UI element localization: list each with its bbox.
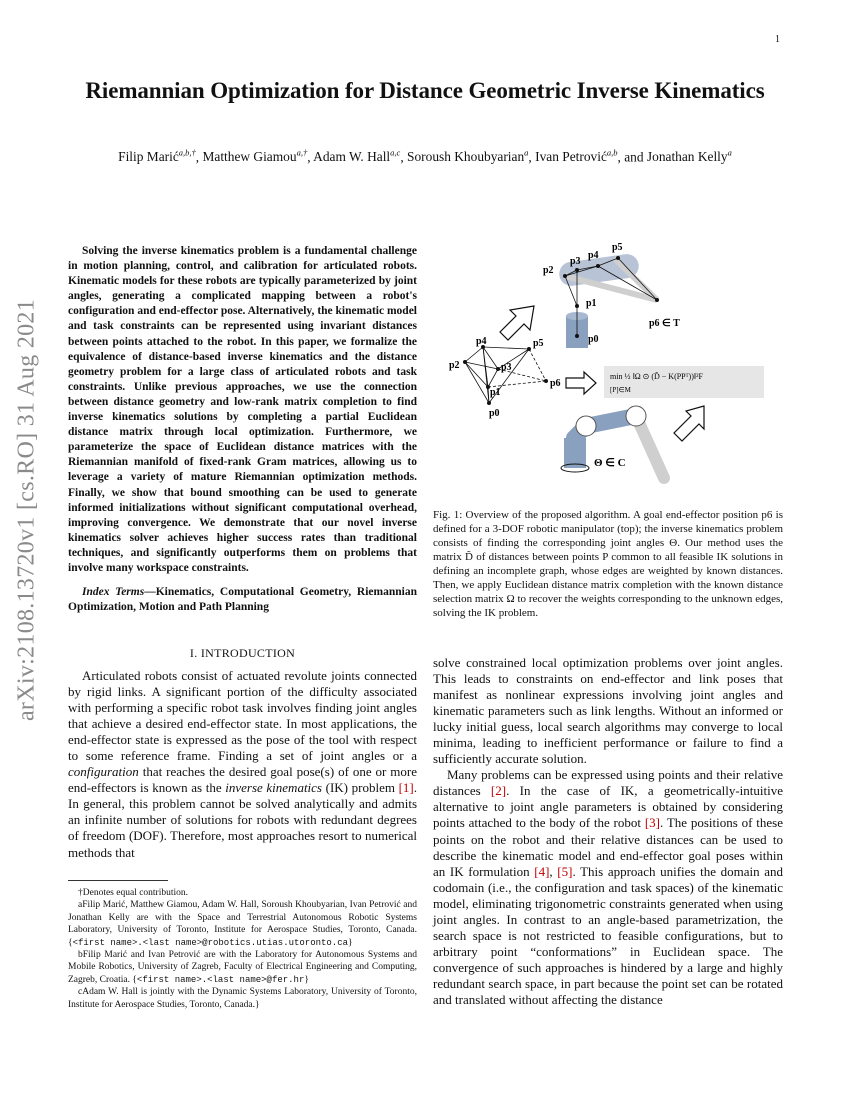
figure-caption: Fig. 1: Overview of the proposed algorithm. A goal end-effector position p6 is defined for a 3-DOF robotic manipulator (top); the inverse kinematics problem consists of finding the corresponding joint angles Θ. Our method uses the matrix D̃ of distances between points P common to all feasible IK solutions in defining an incomplete graph, whose edges are weighted by known distances. Then, we apply Euclidean distance matrix completion with the known distance selection matrix Ω to recover the weights corresponding to the unknown edges, solving the IK problem. — [433, 509, 783, 619]
arxiv-watermark — [7, 300, 47, 720]
svg-text:p0: p0 — [489, 408, 500, 419]
footnote: aFilip Marić, Matthew Giamou, Adam W. Hall, Soroush Khoubyarian, Ivan Petrović and Jonathan Kelly are with the Space and Terrestrial Autonomous Robotic Systems Laboratory, University of Toronto, Institute for Aerospace Studies, Toronto, Canada. {<first name>.<last name>@robotics.utias.utoronto.ca} — [68, 900, 417, 948]
author: Soroush Khoubyarian$^a$ — [407, 148, 529, 165]
citation-link[interactable]: [3] — [644, 815, 660, 831]
citation-link[interactable]: [4] — [534, 863, 550, 879]
section-heading: I. INTRODUCTION — [189, 646, 296, 660]
footnotes — [68, 887, 417, 1011]
footnote-rule — [68, 880, 168, 881]
figure-1 — [436, 238, 781, 506]
citation-link[interactable]: [2] — [490, 783, 507, 799]
svg-text:p1: p1 — [586, 298, 597, 309]
svg-text:p2: p2 — [543, 265, 554, 276]
citation-link[interactable]: [1] — [398, 780, 414, 796]
arrow-right-icon — [566, 372, 596, 394]
page-number: 1 — [775, 34, 780, 45]
paper-title: Riemannian Optimization for Distance Geometric Inverse Kinematics — [85, 78, 765, 103]
svg-text:p4: p4 — [588, 250, 599, 261]
index-terms: Index Terms—Kinematics, Computational Geometry, Riemannian Optimization, Motion and Path Planning — [68, 586, 417, 614]
author: Adam W. Hall$^{a,c}$ — [313, 148, 401, 165]
svg-text:p4: p4 — [476, 336, 487, 347]
arrow-icon — [500, 306, 534, 340]
svg-text:p0: p0 — [588, 334, 599, 345]
author: Jonathan Kelly$^a$ — [646, 148, 732, 165]
paragraph: Many problems can be expressed using points and their relative distances [2]. In the case of IK, a geometrically-intuitive alternative to joint angle parameters is obtained by considering points attached to the body of the robot [3]. The positions of these points on the robot and their relative distances can be used to describe the kinematic model and end-effector goal poses within an IK formulation [4], [5]. This approach unifies the domain and codomain (i.e., the configuration and task spaces) of the kinematic model, eliminating trigonometric constraints generated when using joint angles. In contrast to an angle-based parametrization, the search space is not restricted to feasible configurations, but to arbitrary point “conformations” in Euclidean space. The convergence of such approaches is hindered by a large and highly redundant search space, in part because the point set can be rotated and translated without affecting the distance — [433, 767, 783, 1007]
footnote: bFilip Marić and Ivan Petrović are with the Laboratory for Autonomous Systems and Mobile Robotics, University of Zagreb, Faculty of Electrical Engineering and Computing, Zagreb, Croatia. {<first name>.<last name>@fer.hr} — [68, 950, 417, 985]
footnote: †Denotes equal contribution. — [78, 888, 189, 898]
svg-text:p5: p5 — [533, 338, 544, 349]
svg-text:p3: p3 — [570, 256, 581, 267]
svg-text:p1: p1 — [490, 387, 501, 398]
citation-link[interactable]: [5] — [557, 863, 573, 879]
svg-text:[P]∈M: [P]∈M — [610, 386, 631, 394]
author: Filip Marić$^{a,b,\dagger}$ — [118, 148, 196, 165]
paragraph: solve constrained local optimization problems over joint angles. This leads to constraints on end-effector and link poses that manifest as nonlinear expressions involving joint angles and kinematic parameters such as link lengths. Without an informed or lucky initial guess, local search algorithms may converge to local minima, leading to inefficient performance or failure to find a sufficiently accurate solution. — [433, 655, 783, 767]
abstract: Solving the inverse kinematics problem is a fundamental challenge in motion planning, control, and calibration for articulated robots. Kinematic models for these robots are typically parameterized by joint angles, generating a complicated mapping between a robot's configuration and end-effector pose. Alternatively, the kinematic model and task constraints can be represented using invariant distances between points attached to the robot. In this paper, we formalize the equivalence of distance-based inverse kinematics and the distance geometry problem for a large class of articulated robots and task constraints. Unlike previous approaches, we use the connection between distance geometry and low-rank matrix completion to find inverse kinematics solutions by completing a partial Euclidean distance matrix through local optimization. Furthermore, we parameterize the space of Euclidean distance matrices with the Riemannian manifold of fixed-rank Gram matrices, allowing us to leverage a variety of mature Riemannian optimization methods. Finally, we show that bound smoothing can be used to generate informed initializations without significant computational overhead, improving convergence. We demonstrate that our novel inverse kinematics solver achieves higher success rates than traditional techniques, and significantly outperforms them on problems that involve many workspace constraints. — [68, 245, 417, 574]
svg-text:p6: p6 — [550, 378, 561, 389]
svg-text:p6 ∈ T: p6 ∈ T — [649, 318, 680, 329]
intro-paragraph: Articulated robots consist of actuated revolute joints connected by rigid links. A significant portion of the difficulty associated with performing a specific robot task involves finding joint angles that achieve a desired end-effector state. In most applications, the end-effector state is expressed as the pose of the tool with respect to some reference frame. Finding a set of joint angles or a configuration that reaches the desired goal pose(s) of one or more end-effectors is known as the inverse kinematics (IK) problem [1]. In general, this problem cannot be solved analytically and admits an infinite number of solutions for robots with redundant degrees of freedom (DOF). Therefore, most approaches resort to numerical methods that — [68, 668, 417, 860]
index-terms-label: Index Terms — [82, 586, 145, 598]
footnote: cAdam W. Hall is jointly with the Dynamic Systems Laboratory, University of Toronto, Institute for Aerospace Studies, Toronto, Canada.} — [68, 987, 417, 1010]
svg-text:Θ ∈ C: Θ ∈ C — [594, 457, 626, 469]
svg-text:min ½ ‖Ω ⊙ (D̃ − K(PPᵀ))‖²F: min ½ ‖Ω ⊙ (D̃ − K(PPᵀ))‖²F — [610, 372, 703, 381]
svg-text:p2: p2 — [449, 360, 460, 371]
right-column-text — [433, 655, 783, 1008]
author: Ivan Petrović$^{a,b}$ — [535, 148, 618, 165]
author-list: Filip Marić$^{a,b,\dagger}$, Matthew Giamou$^{a,\dagger}$, Adam W. Hall$^{a,c}$, Soroush Khoubyarian$^a$, Ivan Petrović$^{a,b}$, and Jonathan Kelly$^a$ — [118, 148, 732, 165]
robot-top-diagram — [543, 242, 680, 348]
arrow-icon — [674, 406, 704, 441]
author: Matthew Giamou$^{a,\dagger}$ — [202, 148, 308, 165]
distance-graph — [449, 336, 561, 419]
svg-text:p5: p5 — [612, 242, 623, 253]
arxiv-id: arXiv:2108.13720v1 [cs.RO] 31 Aug 2021 — [13, 298, 40, 722]
svg-text:p3: p3 — [501, 362, 512, 373]
robot-bottom-diagram — [561, 406, 664, 478]
